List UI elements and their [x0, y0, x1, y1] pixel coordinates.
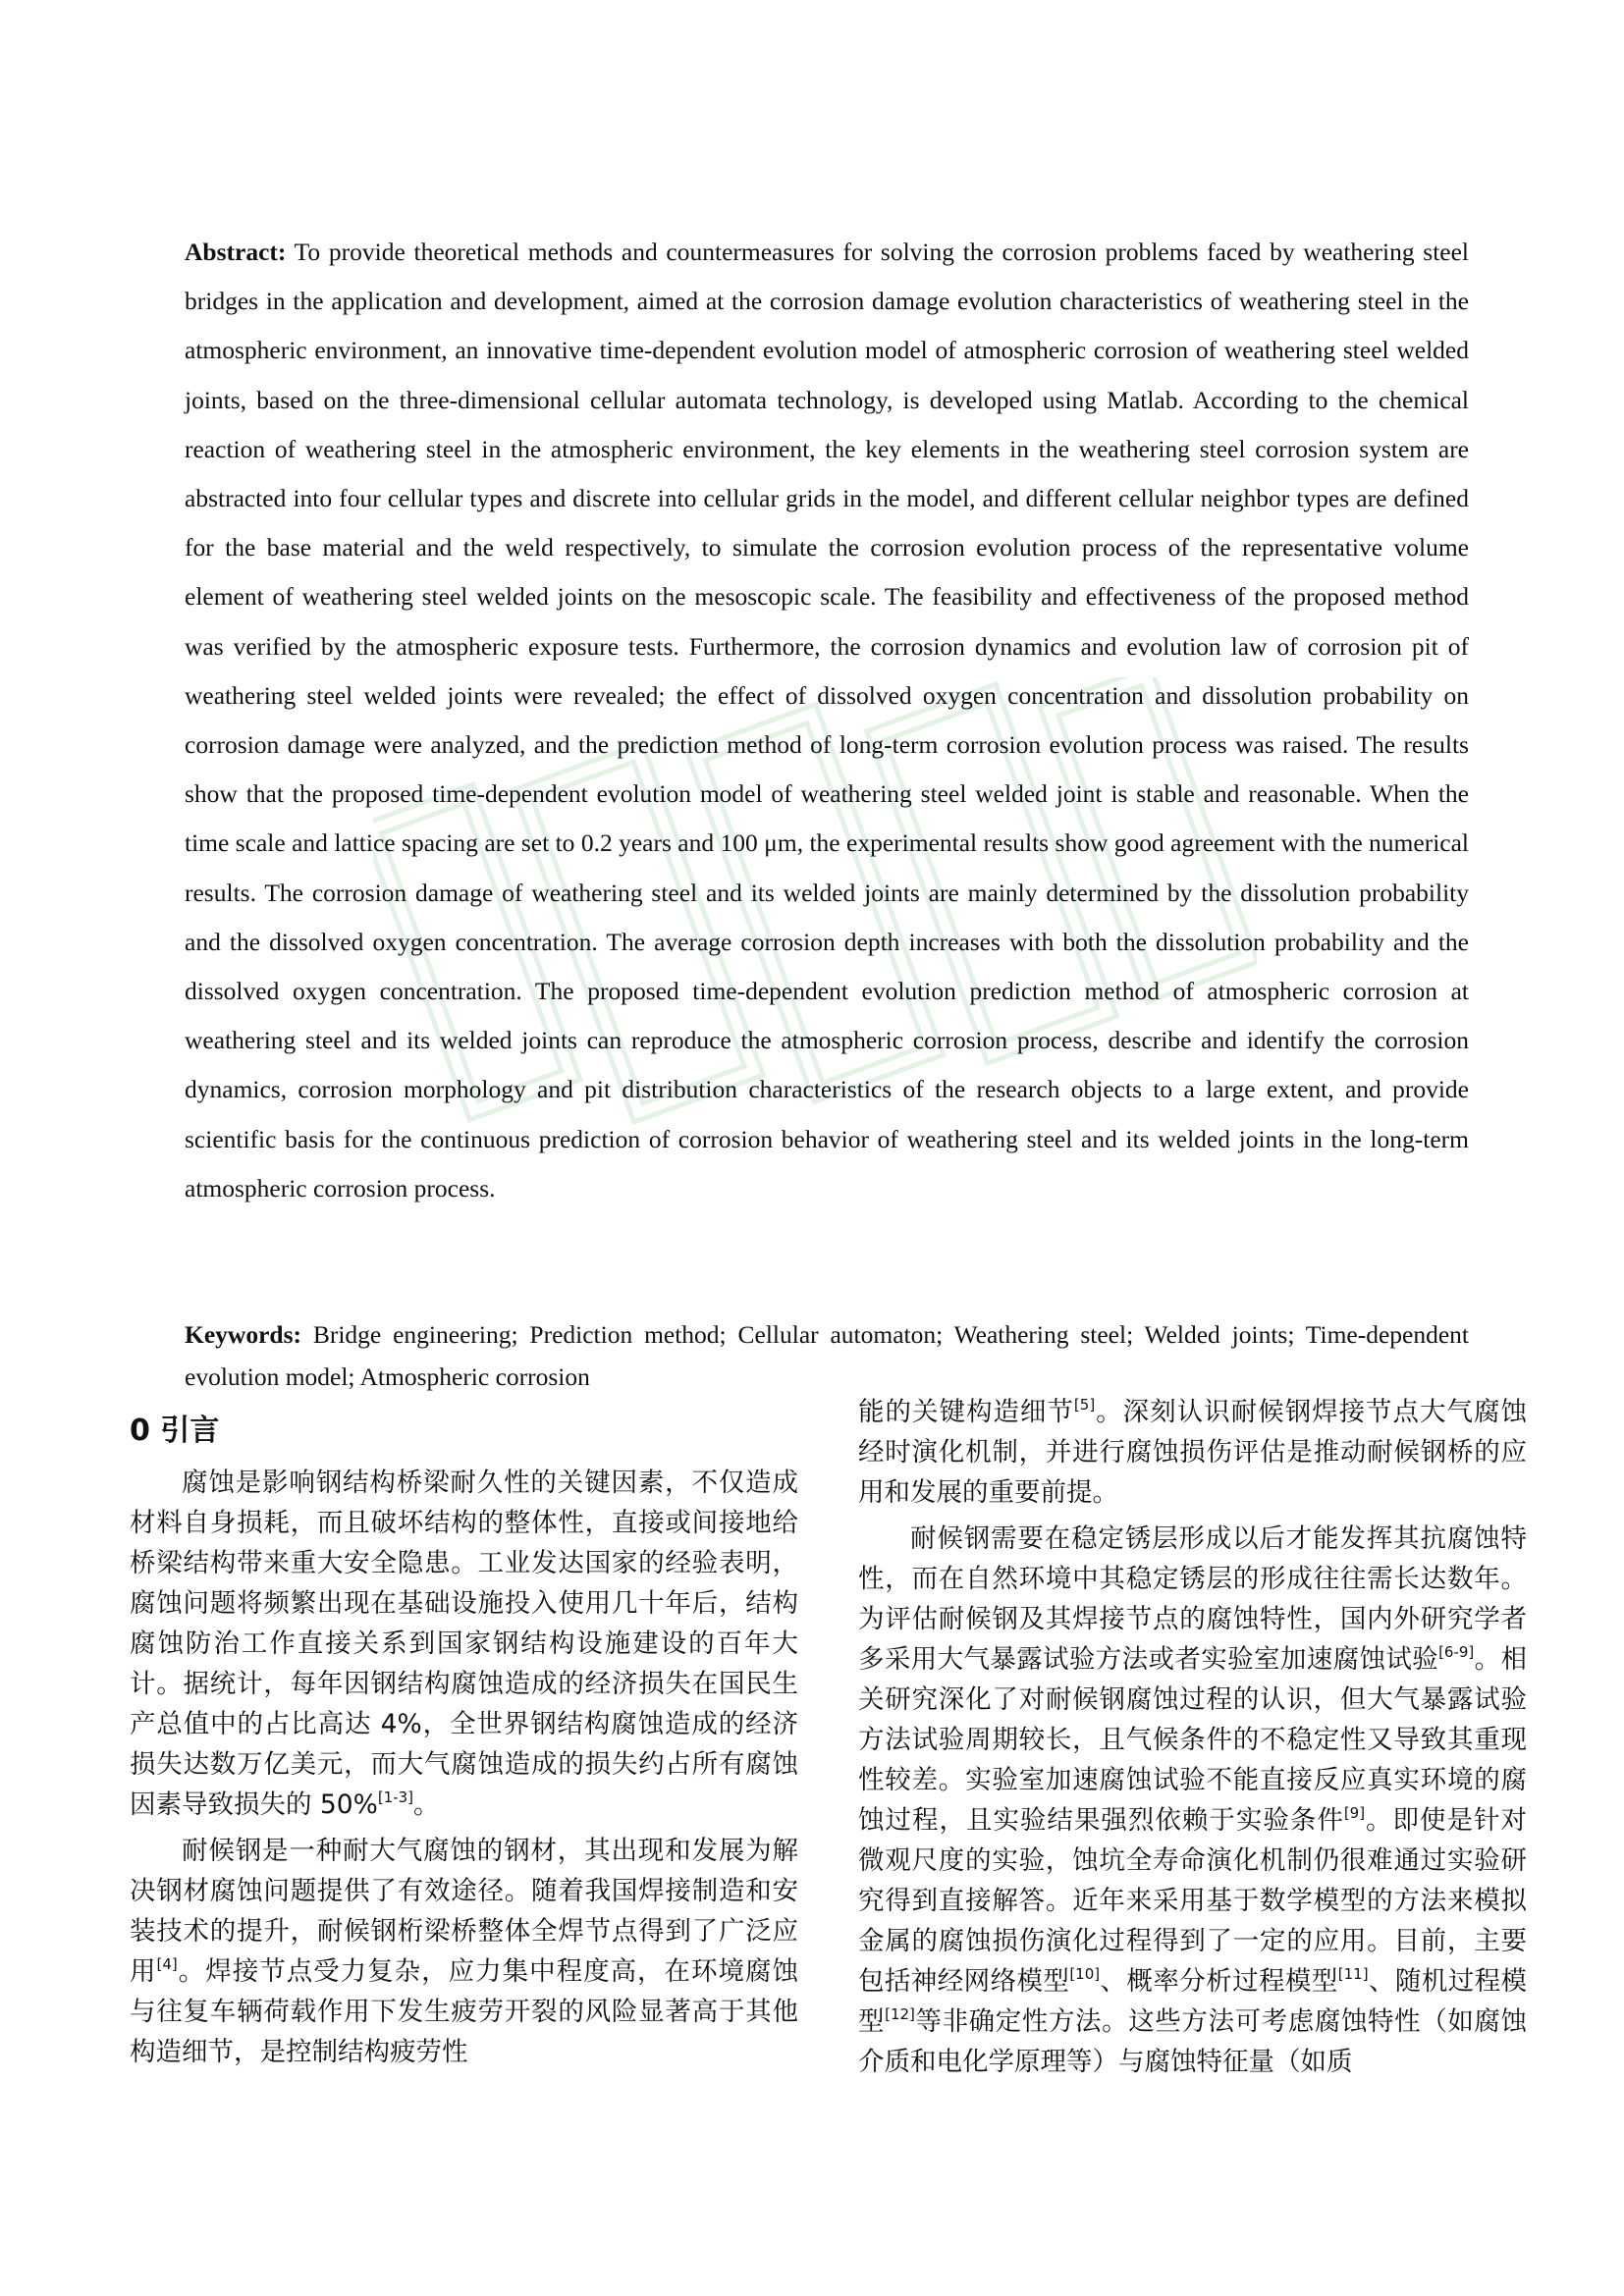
paragraph-text: 、随机过程模型	[858, 1966, 1528, 2037]
paragraph-text: 等非确定性方法。这些方法可考虑腐蚀特性（如腐蚀介质和电化学原理等）与腐蚀特征量（如质	[858, 2006, 1528, 2077]
citation: [5]	[1073, 1396, 1096, 1414]
paragraph-text: 。深刻认识耐候钢焊接节点大气腐蚀经时演化机制，并进行腐蚀损伤评估是推动耐候钢桥的应用和发展的重要前提。	[858, 1397, 1528, 1508]
paragraph-text: 。相关研究深化了对耐候钢腐蚀过程的认识，但大气暴露试验方法试验周期较长，且气候条件的不稳定性又导致其重现性较差。实验室加速腐蚀试验不能直接反应真实环境的腐蚀过程，且实验结果强烈依赖于实验条件	[858, 1644, 1528, 1836]
keywords-label: Keywords:	[185, 1320, 301, 1349]
citation: [10]	[1069, 1965, 1101, 1983]
abstract-label: Abstract:	[185, 238, 287, 266]
citation: [9]	[1343, 1804, 1366, 1822]
keywords-text: Bridge engineering; Prediction method; Cellular automaton; Weathering steel; Welded joints; Time-dependent evolution model; Atmospheric corrosion	[185, 1320, 1470, 1391]
paragraph-text: 。即使是针对微观尺度的实验，蚀坑全寿命演化机制仍很难通过实验研究得到直接解答。近年来采用基于数学模型的方法来模拟金属的腐蚀损伤演化过程得到了一定的应用。目前，主要包括神经网络模型	[858, 1805, 1527, 1997]
right-column	[858, 1392, 1527, 2082]
abstract-text: To provide theoretical methods and countermeasures for solving the corrosion problems faced by weathering steel bridges in the application and development, aimed at the corrosion damage evolution characteristics of weathering steel in the atmospheric environment, an innovative time-dependent evolution model of atmospheric corrosion of weathering steel welded joints, based on the three-dimensional cellular automata technology, is developed using Matlab. According to the chemical reaction of weathering steel in the atmospheric environment, the key elements in the weathering steel corrosion system are abstracted into four cellular types and discrete into cellular grids in the model, and different cellular neighbor types are defined for the base material and the weld respectively, to simulate the corrosion evolution process of the representative volume element of weathering steel welded joints on the mesoscopic scale. The feasibility and effectiveness of the proposed method was verified by the atmospheric exposure tests. Furthermore, the corrosion dynamics and evolution law of corrosion pit of weathering steel welded joints were revealed; the effect of dissolved oxygen concentration and dissolution probability on corrosion damage were analyzed, and the prediction method of long-term corrosion evolution process was raised. The results show that the proposed time-dependent evolution model of weathering steel welded joint is stable and reasonable. When the time scale and lattice spacing are set to 0.2 years and 100 μm, the experimental results show good agreement with the numerical results. The corrosion damage of weathering steel and its welded joints are mainly determined by the dissolution probability and the dissolved oxygen concentration. The average corrosion depth increases with both the dissolution probability and the dissolved oxygen concentration. The proposed time-dependent evolution prediction method of atmospheric corrosion at weathering steel and its welded joints can reproduce the atmospheric corrosion process, describe and identify the corrosion dynamics, corrosion morphology and pit distribution characteristics of the research objects to a large extent, and provide scientific basis for the continuous prediction of corrosion behavior of weathering steel and its welded joints in the long-term atmospheric corrosion process.	[185, 238, 1469, 1202]
left-paragraph-2	[130, 1831, 798, 2072]
abstract	[185, 228, 1469, 1213]
paragraph-text: 腐蚀是影响钢结构桥梁耐久性的关键因素，不仅造成材料自身损耗，而且破坏结构的整体性，直接或间接地给桥梁结构带来重大安全隐患。工业发达国家的经验表明，腐蚀问题将频繁出现在基础设施投入使用几十年后，结构腐蚀防治工作直接关系到国家钢结构设施建设的百年大计。据统计，每年因钢结构腐蚀造成的经济损失在国民生产总值中的占比高达 4%，全世界钢结构腐蚀造成的经济损失达数万亿美元，而大气腐蚀造成的损失约占所有腐蚀因素导致损失的 50%	[130, 1468, 798, 1820]
citation: [1-3]	[377, 1789, 414, 1806]
section-heading: 0 引言	[130, 1414, 220, 1448]
paragraph-text: 耐候钢是一种耐大气腐蚀的钢材，其出现和发展为解决钢材腐蚀问题提供了有效途径。随着我国焊接制造和安装技术的提升，耐候钢桁梁桥整体全焊节点得到了广泛应用	[130, 1836, 798, 1987]
left-paragraph-1	[130, 1463, 798, 1825]
right-paragraph-1	[858, 1392, 1527, 1513]
paragraph-text: 。	[413, 1789, 440, 1820]
citation: [4]	[156, 1955, 178, 1973]
paragraph-text: 。焊接节点受力复杂，应力集中程度高，在环境腐蚀与往复车辆荷载作用下发生疲劳开裂的风险显著高于其他构造细节，是控制结构疲劳性	[130, 1956, 799, 2067]
left-column	[130, 1463, 798, 2072]
paragraph-text: 耐候钢需要在稳定锈层形成以后才能发挥其抗腐蚀特性，而在自然环境中其稳定锈层的形成往往需长达数年。为评估耐候钢及其焊接节点的腐蚀特性，国内外研究学者多采用大气暴露试验方法或者实验室加速腐蚀试验	[858, 1523, 1527, 1675]
paragraph-text: 能的关键构造细节	[858, 1397, 1074, 1427]
keywords	[185, 1313, 1469, 1398]
right-paragraph-2	[858, 1519, 1527, 2082]
citation: [11]	[1337, 1965, 1369, 1983]
citation: [6-9]	[1438, 1643, 1475, 1661]
citation: [12]	[885, 2005, 915, 2023]
paragraph-text: 、概率分析过程模型	[1100, 1966, 1338, 1997]
